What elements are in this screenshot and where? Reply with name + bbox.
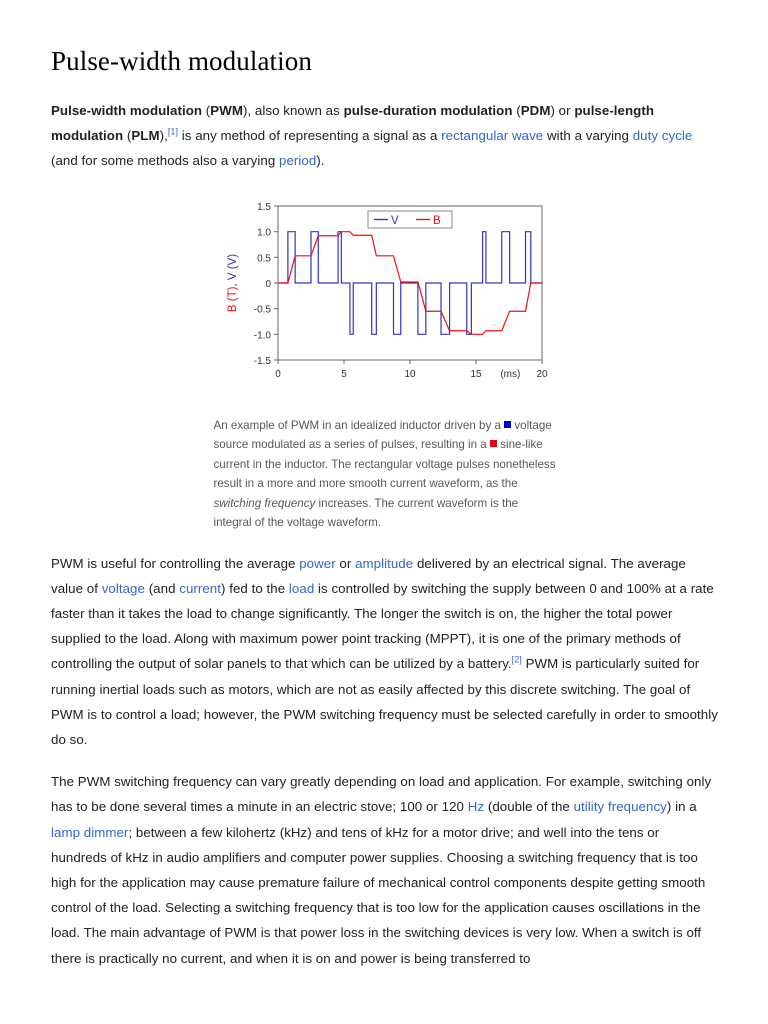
p2-seg5: ) fed to the [221,580,289,596]
lead-seg16: ). [316,153,325,169]
x-tick-label: 15 [469,368,482,380]
lead-paragraph [51,98,718,174]
y-tick-label: 1.5 [256,201,271,213]
link-voltage[interactable]: voltage [101,580,145,596]
legend-label-B: B [432,214,441,227]
legend-label-V: V [390,214,399,227]
p2-seg3: delivered by an electrical signal. The average value of [51,555,686,596]
link-current[interactable]: current [179,580,221,596]
link-lamp-dimmer[interactable]: lamp dimmer [51,824,129,840]
p2-seg6: is controlled by switching the supply between 0 and 100% at a rate faster than it takes the load to change significantly. The longer the switch is on, the higher the total power supplied to the load. Along with maximum power point tracking (MPPT), it is one of the primary methods of controlling the output of solar panels to that which can be utilized by a battery. [51,580,714,672]
pwm-waveform-chart [220,190,550,402]
reference-link-1[interactable]: [1] [167,126,179,137]
x-tick-label: 5 [340,368,347,380]
p3-seg4: ; between a few kilohertz (kHz) and tens of kHz for a motor drive; and well into the tens or hundreds of kHz in audio amplifiers and computer power supplies. Choosing a switching frequency that is too high for the application may cause premature failure of mechanical control components despite getting smooth control of the load. Selecting a switching frequency that is too low for the application causes oscillations in the load. The main advantage of PWM is that power loss in the switching devices is very low. When a switch is off there is practically no current, and when it is on and power is being transferred to [51,824,706,966]
legend-swatch-red-icon [490,440,497,447]
y-tick-label: -0.5 [253,304,271,316]
lead-term-pdm: pulse-duration modulation [343,103,513,118]
chart-svg [220,190,550,402]
link-rectangular-wave[interactable]: rectangular wave [441,128,544,144]
link-duty-cycle[interactable]: duty cycle [632,128,693,144]
p2-seg2: or [335,555,356,571]
y-tick-label: 1.0 [256,227,271,239]
reference-marker-1[interactable] [168,127,178,137]
p2-seg4: (and [144,580,180,596]
y-tick-label: 0.5 [256,252,271,264]
x-tick-label: 10 [403,368,416,380]
page-title: Pulse-width modulation [51,46,312,76]
caption-italic-switching-frequency: switching frequency [213,496,316,510]
lead-seg8: ) or [550,103,575,118]
reference-marker-2[interactable] [512,655,522,665]
lead-seg15: (and for some methods also a varying [51,153,280,169]
lead-seg13: is any method of representing a signal as a [178,128,442,144]
p3-seg1: The PWM switching frequency can vary greatly depending on load and application. For example, switching only has to be done several times a minute in an electric stove; 100 or 120 [51,774,712,815]
caption-seg4: increases. The current waveform is the integral of the voltage waveform. [213,496,519,530]
link-power[interactable]: power [299,555,336,571]
figure-caption [214,416,556,533]
paragraph-2 [51,551,718,753]
x-tick-label: 20 [535,368,548,380]
paragraph-3 [51,769,718,971]
p2-seg1: PWM is useful for controlling the average [51,555,300,571]
caption-seg1: An example of PWM in an idealized inductor driven by a [213,418,505,432]
p3-seg3: ) in a [666,799,697,815]
lead-seg2: ( [202,103,211,118]
lead-seg4: ), also known as [242,103,344,118]
link-utility-frequency[interactable]: utility frequency [573,799,667,815]
series-V [278,231,542,334]
y-tick-label: -1.0 [253,329,271,341]
y-tick-label: 0 [264,278,271,290]
y-tick-label: -1.5 [253,355,271,367]
y-axis-label: B (T), V (V) [226,253,239,312]
lead-abbr-pdm: PDM [520,103,551,118]
caption-seg2: voltage source modulated as a series of pulses, resulting in a [213,418,552,452]
link-amplitude[interactable]: amplitude [355,555,414,571]
caption-seg3: sine-like current in the inductor. The rectangular voltage pulses nonetheless result in a more and more smooth current waveform, as the [213,438,556,491]
lead-seg12: ), [159,128,168,144]
lead-term-plm: pulse-length modulation [51,103,654,144]
link-hz[interactable]: Hz [467,799,485,815]
reference-link-2[interactable]: [2] [511,655,522,665]
x-tick-label: 0 [274,368,281,380]
lead-seg14: with a varying [543,128,633,144]
link-load[interactable]: load [288,580,315,596]
x-axis-unit-label: (ms) [499,368,520,380]
lead-abbr-pwm: PWM [210,103,243,118]
lead-seg10: ( [123,128,132,144]
p2-seg7: PWM is particularly suited for running inertial loads such as motors, which are not as easily affected by this discrete switching. The goal of PWM is to control a load; however, the PWM switching frequency must be selected carefully in order to smoothly do so. [51,656,718,748]
lead-term-pwm: Pulse-width modulation [51,103,203,118]
lead-abbr-plm: PLM [131,128,160,144]
figure-pwm-example [51,190,718,533]
link-period[interactable]: period [279,153,317,169]
lead-seg6: ( [512,103,521,118]
p3-seg2: (double of the [484,799,574,815]
